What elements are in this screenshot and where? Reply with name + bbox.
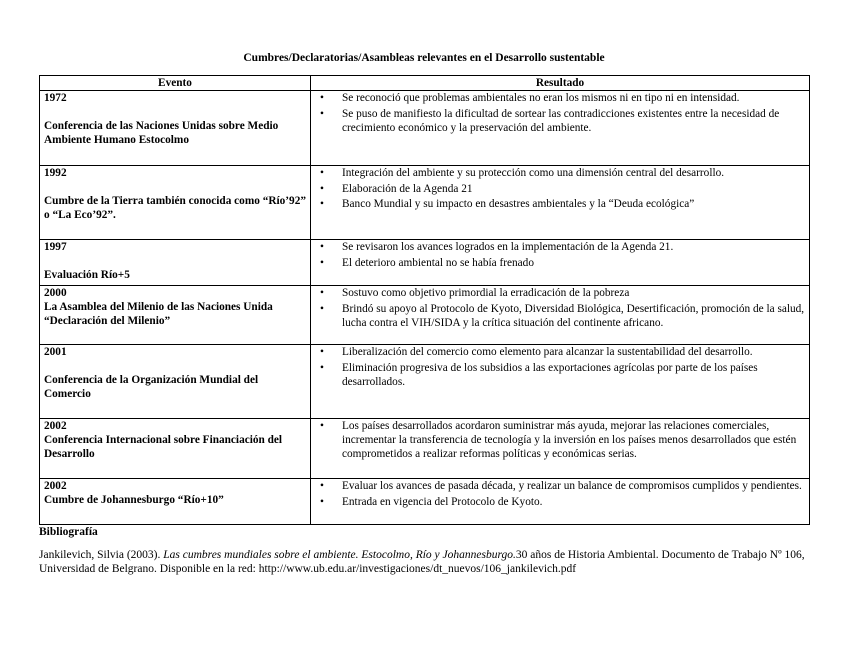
event-year: 1997 <box>44 241 67 253</box>
table-row <box>40 286 810 345</box>
event-year: 1972 <box>44 92 67 104</box>
result-cell <box>311 419 810 479</box>
result-list <box>315 166 805 211</box>
result-item: • Brindó su apoyo al Protocolo de Kyoto, Diversidad Biológica, Desertificación, promoción de la salud, lucha contra el VIH/SIDA y la crítica situación del continente africano. <box>315 302 805 330</box>
event-name: Conferencia de la Organización Mundial del Comercio <box>44 374 259 400</box>
table-row <box>40 166 810 240</box>
table-row <box>40 479 810 525</box>
result-item: • Integración del ambiente y su protección como una dimensión central del desarrollo. <box>315 166 805 180</box>
result-item: • Eliminación progresiva de los subsidios a las exportaciones agrícolas por parte de los países desarrollados. <box>315 361 805 389</box>
summits-table <box>39 75 810 525</box>
result-item: • Elaboración de la Agenda 21 <box>315 182 805 196</box>
result-list <box>315 345 805 389</box>
result-list <box>315 479 805 509</box>
bibliography-work-title: Las cumbres mundiales sobre el ambiente. Estocolmo, Río y Johannesburgo. <box>163 549 516 561</box>
event-name: Conferencia Internacional sobre Financiación del Desarrollo <box>44 434 283 460</box>
event-year: 2002 <box>44 420 67 432</box>
result-item: • El deterioro ambiental no se había frenado <box>315 256 805 270</box>
event-year: 1992 <box>44 167 67 179</box>
event-cell <box>40 345 311 419</box>
result-cell <box>311 240 810 286</box>
event-cell <box>40 91 311 166</box>
event-year: 2001 <box>44 346 67 358</box>
table-row <box>40 345 810 419</box>
header-result: Resultado <box>311 76 810 91</box>
result-item: • Se reconoció que problemas ambientales no eran los mismos ni en tipo ni en intensidad. <box>315 91 805 105</box>
event-year: 2000 <box>44 287 67 299</box>
event-cell <box>40 419 311 479</box>
event-name: Evaluación Río+5 <box>44 269 130 281</box>
result-list <box>315 286 805 330</box>
table-row <box>40 91 810 166</box>
result-item: • Se puso de manifiesto la dificultad de sortear las contradicciones existentes entre la necesidad de crecimiento económico y la preservación del ambiente. <box>315 107 805 135</box>
document-title: Cumbres/Declaratorias/Asambleas relevantes en el Desarrollo sustentable <box>243 52 605 64</box>
event-year: 2002 <box>44 480 67 492</box>
result-list <box>315 240 805 270</box>
result-item: • Banco Mundial y su impacto en desastres ambientales y la “Deuda ecológica” <box>315 197 805 211</box>
event-cell <box>40 286 311 345</box>
result-cell <box>311 286 810 345</box>
result-cell <box>311 166 810 240</box>
event-name: Conferencia de las Naciones Unidas sobre Medio Ambiente Humano Estocolmo <box>44 120 279 146</box>
result-item: • Los países desarrollados acordaron suministrar más ayuda, mejorar las relaciones comerciales, incrementar la transferencia de tecnología y la inversión en los países menos desarrollados que estén comprometidos a realizar reformas políticas y económicas serias. <box>315 419 805 461</box>
event-cell <box>40 166 311 240</box>
bibliography-heading: Bibliografía <box>39 526 98 538</box>
result-list <box>315 91 805 135</box>
event-cell <box>40 479 311 525</box>
result-item: • Entrada en vigencia del Protocolo de Kyoto. <box>315 495 805 509</box>
result-cell <box>311 479 810 525</box>
result-cell <box>311 91 810 166</box>
result-item: • Sostuvo como objetivo primordial la erradicación de la pobreza <box>315 286 805 300</box>
result-list <box>315 419 805 461</box>
table-row <box>40 419 810 479</box>
result-item: • Se revisaron los avances logrados en la implementación de la Agenda 21. <box>315 240 805 254</box>
event-name: Cumbre de Johannesburgo “Río+10” <box>44 494 224 506</box>
result-item: • Evaluar los avances de pasada década, y realizar un balance de compromisos cumplidos y pendientes. <box>315 479 805 493</box>
bibliography-author: Jankilevich, Silvia (2003). <box>39 549 164 561</box>
table-row <box>40 240 810 286</box>
result-item: • Liberalización del comercio como elemento para alcanzar la sustentabilidad del desarrollo. <box>315 345 805 359</box>
event-name: La Asamblea del Milenio de las Naciones Unida “Declaración del Milenio” <box>44 301 273 327</box>
bibliography-details: 30 años de Historia Ambiental. Documento de Trabajo Nº 106, Universidad de Belgrano. Disponible en la red: http://www.ub.edu.ar/investigaciones/dt_nuevos/106_jankilevich.pdf <box>39 549 805 575</box>
result-cell <box>311 345 810 419</box>
table-header-row <box>40 76 810 91</box>
event-name: Cumbre de la Tierra también conocida como “Río’92” o “La Eco’92”. <box>44 195 307 221</box>
event-cell <box>40 240 311 286</box>
header-event: Evento <box>40 76 311 91</box>
bibliography-entry <box>39 548 814 576</box>
